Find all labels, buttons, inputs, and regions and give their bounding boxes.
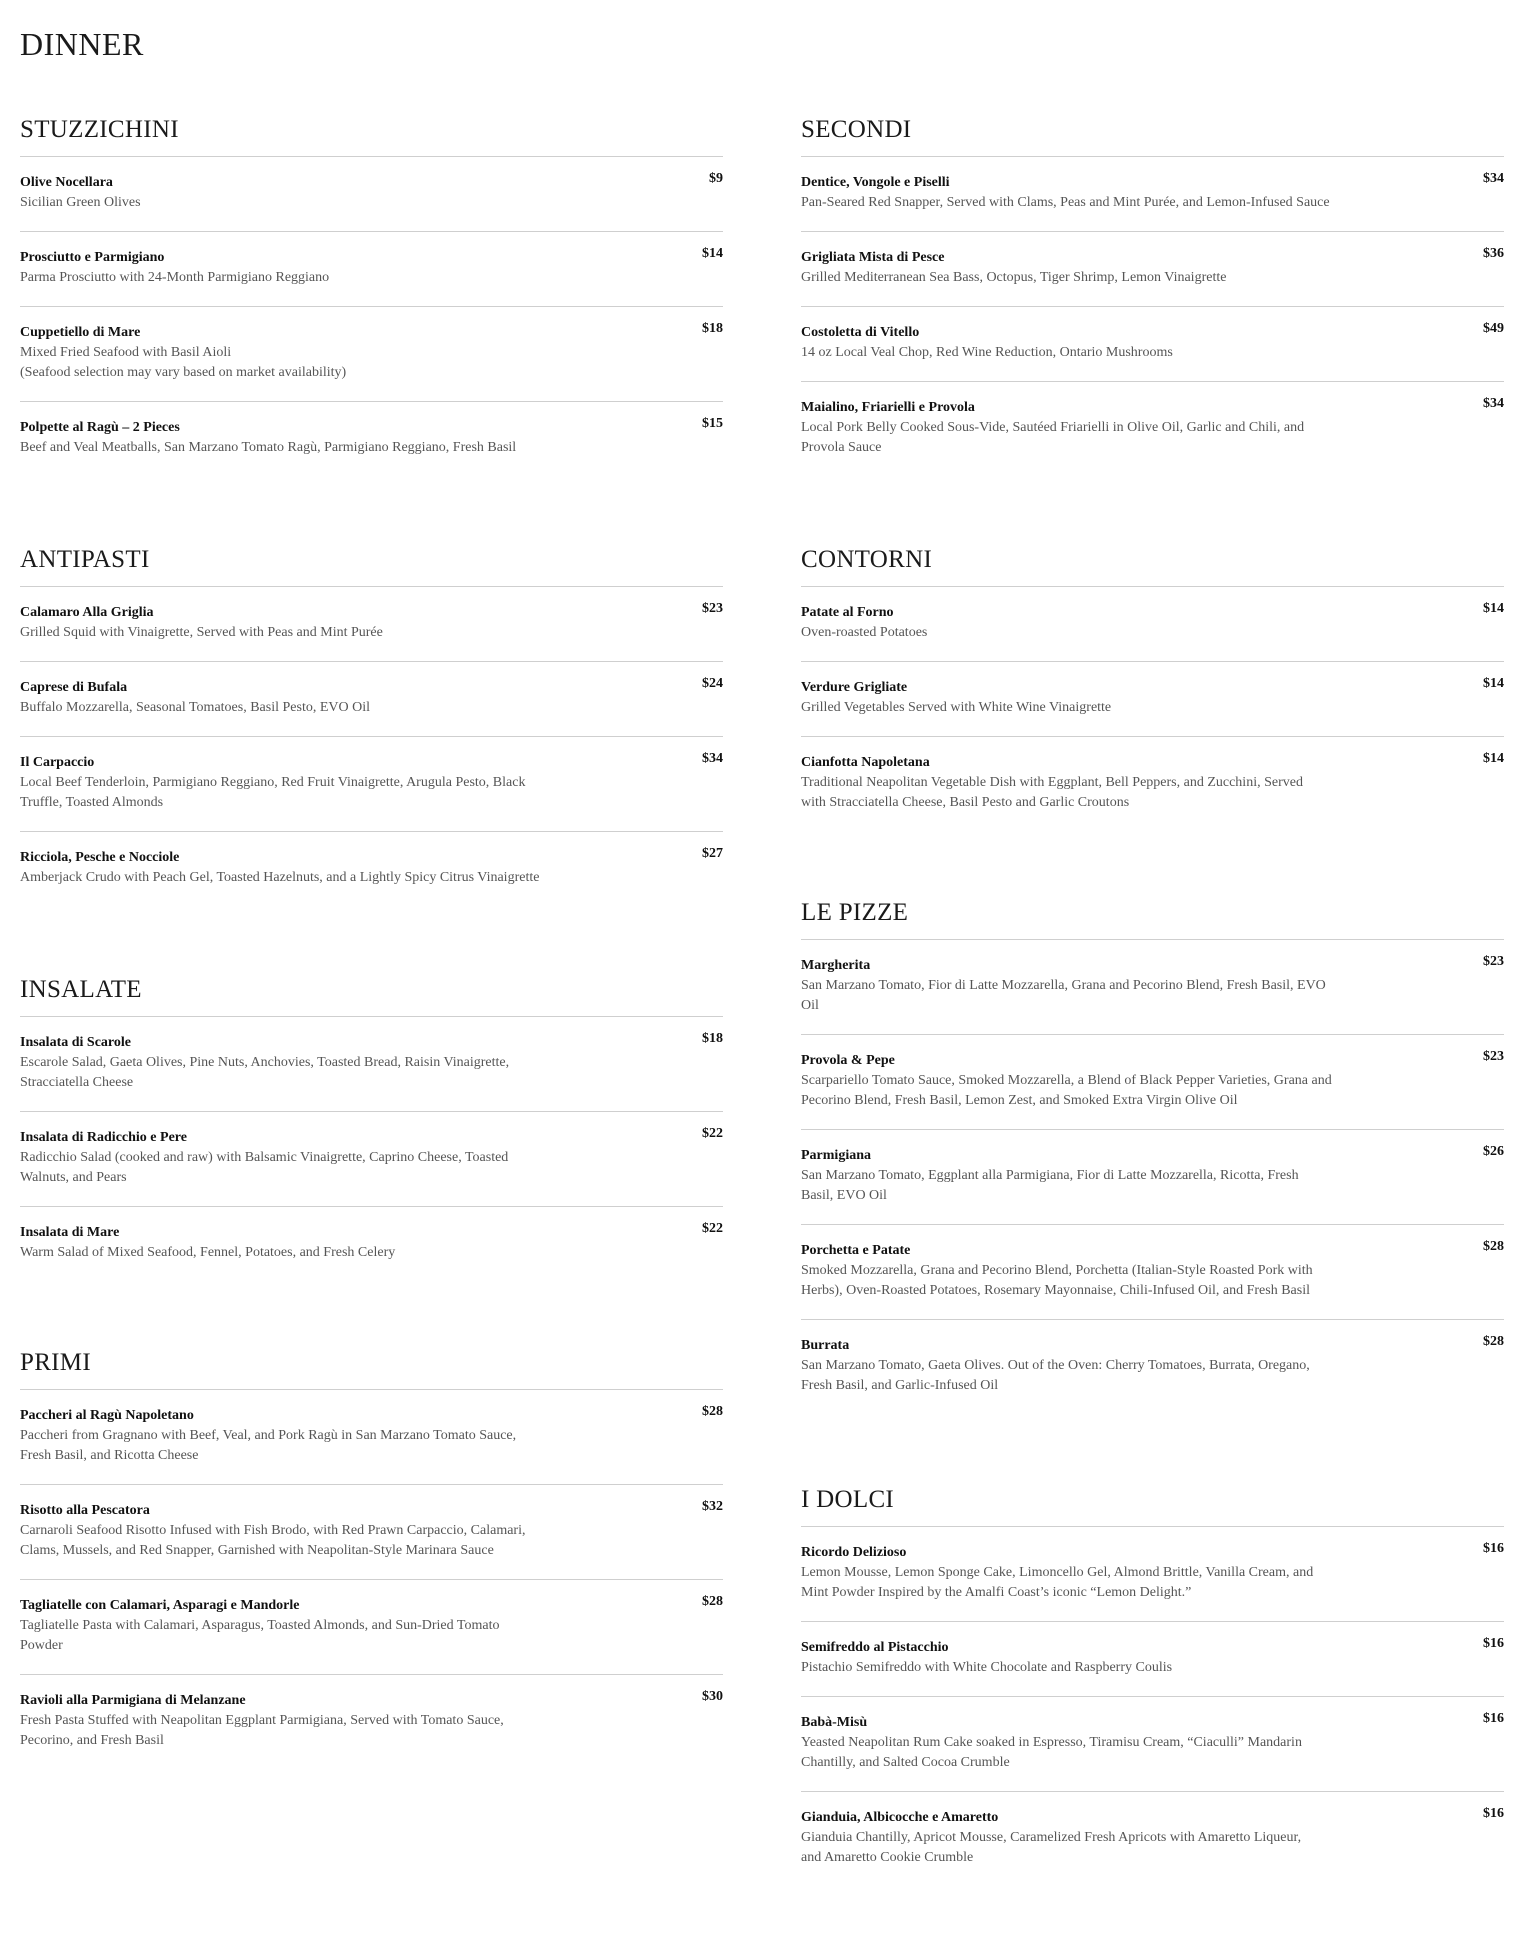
item-price: $23 [702,601,723,616]
item-price: $16 [1483,1636,1504,1651]
item-description: Warm Salad of Mixed Seafood, Fennel, Potatoes, and Fresh Celery [20,1245,396,1260]
item-description: 14 oz Local Veal Chop, Red Wine Reduction, Ontario Mushrooms [801,345,1173,360]
item-price: $16 [1483,1806,1504,1821]
menu-item [801,232,1504,307]
item-name: Burrata [801,1338,850,1353]
section-title: INSALATE [20,972,723,1017]
item-description: Carnaroli Seafood Risotto Infused with Fish Brodo, with Red Prawn Carpaccio, Calamari, Clams, Mussels, and Red Snapper, Garnished with Neapolitan-Style Marinara Sauce [20,1523,526,1558]
menu-item [801,1225,1504,1320]
menu-item [20,1580,723,1675]
menu-item [20,1390,723,1485]
item-price: $27 [702,846,723,861]
item-name: Ricciola, Pesche e Nocciole [20,850,180,865]
menu-item [20,662,723,737]
menu-item [801,382,1504,476]
menu-item [20,232,723,307]
item-name: Polpette al Ragù – 2 Pieces [20,420,180,435]
item-name: Prosciutto e Parmigiano [20,250,165,265]
item-price: $18 [702,1031,723,1046]
item-name: Paccheri al Ragù Napoletano [20,1408,194,1423]
section-title: ANTIPASTI [20,542,723,587]
item-name: Ravioli alla Parmigiana di Melanzane [20,1693,246,1708]
item-name: Il Carpaccio [20,755,95,770]
item-price: $28 [702,1594,723,1609]
menu-items [20,1017,723,1281]
item-name: Grigliata Mista di Pesce [801,250,945,265]
item-description: Grilled Squid with Vinaigrette, Served with Peas and Mint Purée [20,625,383,640]
menu-item [801,587,1504,662]
menu-item [20,307,723,402]
section-stuzzichini [20,112,723,476]
menu-items [20,157,723,476]
item-name: Tagliatelle con Calamari, Asparagi e Mandorle [20,1598,300,1613]
item-price: $24 [702,676,723,691]
item-description: Mixed Fried Seafood with Basil Aioli (Seafood selection may vary based on market availability) [20,345,347,380]
section-le-pizze [801,895,1504,1414]
item-description: Sicilian Green Olives [20,195,141,210]
section-title: STUZZICHINI [20,112,723,157]
item-description: Pistachio Semifreddo with White Chocolate and Raspberry Coulis [801,1660,1173,1675]
menu-items [801,587,1504,831]
item-description: Amberjack Crudo with Peach Gel, Toasted Hazelnuts, and a Lightly Spicy Citrus Vinaigrette [20,870,540,885]
item-price: $18 [702,321,723,336]
item-description: Tagliatelle Pasta with Calamari, Asparagus, Toasted Almonds, and Sun-Dried Tomato Powder [20,1618,500,1653]
item-name: Insalata di Radicchio e Pere [20,1130,187,1145]
section-contorni [801,542,1504,831]
menu-items [801,940,1504,1414]
item-description: San Marzano Tomato, Fior di Latte Mozzarella, Grana and Pecorino Blend, Fresh Basil, EVO Oil [801,978,1326,1013]
menu-item [801,1697,1504,1792]
item-price: $14 [1483,676,1504,691]
section-insalate [20,972,723,1281]
item-price: $30 [702,1689,723,1704]
section-primi [20,1345,723,1769]
item-price: $14 [1483,601,1504,616]
item-price: $9 [709,171,723,186]
item-name: Risotto alla Pescatora [20,1503,150,1518]
item-name: Costoletta di Vitello [801,325,920,340]
item-description: Beef and Veal Meatballs, San Marzano Tomato Ragù, Parmigiano Reggiano, Fresh Basil [20,440,517,455]
menu-item [801,1130,1504,1225]
menu-item [20,587,723,662]
item-price: $22 [702,1126,723,1141]
item-price: $32 [702,1499,723,1514]
item-name: Insalata di Scarole [20,1035,131,1050]
item-name: Insalata di Mare [20,1225,120,1240]
menu-item [801,940,1504,1035]
item-description: Paccheri from Gragnano with Beef, Veal, and Pork Ragù in San Marzano Tomato Sauce, Fresh Basil, and Ricotta Cheese [20,1428,517,1463]
menu-item [20,737,723,832]
item-description: Smoked Mozzarella, Grana and Pecorino Blend, Porchetta (Italian-Style Roasted Pork with Herbs), Oven-Roasted Potatoes, Rosemary Mayonnaise, Chili-Infused Oil, and Fresh Basil [801,1263,1313,1298]
item-description: Local Pork Belly Cooked Sous-Vide, Sautéed Friarielli in Olive Oil, Garlic and Chili, and Provola Sauce [801,420,1305,455]
item-description: Scarpariello Tomato Sauce, Smoked Mozzarella, a Blend of Black Pepper Varieties, Grana and Pecorino Blend, Fresh Basil, Lemon Zest, and Smoked Extra Virgin Olive Oil [801,1073,1332,1108]
menu-items [20,1390,723,1769]
item-name: Calamaro Alla Griglia [20,605,154,620]
menu-items [801,1527,1504,1886]
item-name: Parmigiana [801,1148,871,1163]
item-description: Oven-roasted Potatoes [801,625,928,640]
item-description: San Marzano Tomato, Gaeta Olives. Out of the Oven: Cherry Tomatoes, Burrata, Oregano, Fresh Basil, and Garlic-Infused Oil [801,1358,1310,1393]
item-description: Gianduia Chantilly, Apricot Mousse, Caramelized Fresh Apricots with Amaretto Liqueur, and Amaretto Cookie Crumble [801,1830,1302,1865]
item-description: Pan-Seared Red Snapper, Served with Clams, Peas and Mint Purée, and Lemon-Infused Sauce [801,195,1330,210]
item-name: Maialino, Friarielli e Provola [801,400,975,415]
menu-item [801,157,1504,232]
item-description: Grilled Vegetables Served with White Wine Vinaigrette [801,700,1112,715]
item-price: $23 [1483,954,1504,969]
item-price: $23 [1483,1049,1504,1064]
item-price: $28 [702,1404,723,1419]
item-price: $14 [1483,751,1504,766]
menu-item [20,1675,723,1769]
item-price: $16 [1483,1711,1504,1726]
menu-item [20,832,723,906]
menu-item [20,402,723,476]
item-name: Dentice, Vongole e Piselli [801,175,950,190]
item-price: $34 [702,751,723,766]
menu-item [801,1792,1504,1886]
item-price: $28 [1483,1239,1504,1254]
item-price: $26 [1483,1144,1504,1159]
item-description: Lemon Mousse, Lemon Sponge Cake, Limoncello Gel, Almond Brittle, Vanilla Cream, and Mint Powder Inspired by the Amalfi Coast’s iconic “Lemon Delight.” [801,1565,1314,1600]
item-name: Cuppetiello di Mare [20,325,141,340]
item-description: Buffalo Mozzarella, Seasonal Tomatoes, Basil Pesto, EVO Oil [20,700,370,715]
menu-item [20,157,723,232]
item-name: Porchetta e Patate [801,1243,911,1258]
section-antipasti [20,542,723,906]
section-title: I DOLCI [801,1482,1504,1527]
section-i-dolci [801,1482,1504,1886]
item-price: $36 [1483,246,1504,261]
page-title: DINNER [20,26,144,62]
item-name: Ricordo Delizioso [801,1545,907,1560]
item-description: Fresh Pasta Stuffed with Neapolitan Eggplant Parmigiana, Served with Tomato Sauce, Pecorino, and Fresh Basil [20,1713,504,1748]
item-name: Margherita [801,958,871,973]
item-description: Traditional Neapolitan Vegetable Dish with Eggplant, Bell Peppers, and Zucchini, Served with Stracciatella Cheese, Basil Pesto and Garlic Croutons [801,775,1303,810]
item-price: $34 [1483,171,1504,186]
item-price: $34 [1483,396,1504,411]
item-price: $28 [1483,1334,1504,1349]
section-secondi [801,112,1504,476]
item-description: Escarole Salad, Gaeta Olives, Pine Nuts, Anchovies, Toasted Bread, Raisin Vinaigrette, Stracciatella Cheese [20,1055,510,1090]
item-name: Babà-Misù [801,1715,868,1730]
item-description: Yeasted Neapolitan Rum Cake soaked in Espresso, Tiramisu Cream, “Ciaculli” Mandarin Chantilly, and Salted Cocoa Crumble [801,1735,1302,1770]
section-title: LE PIZZE [801,895,1504,940]
item-description: San Marzano Tomato, Eggplant alla Parmigiana, Fior di Latte Mozzarella, Ricotta, Fresh Basil, EVO Oil [801,1168,1299,1203]
item-name: Olive Nocellara [20,175,113,190]
item-name: Verdure Grigliate [801,680,908,695]
menu-items [20,587,723,906]
item-price: $15 [702,416,723,431]
item-name: Caprese di Bufala [20,680,128,695]
menu-item [801,737,1504,831]
menu-item [801,1527,1504,1622]
section-title: PRIMI [20,1345,723,1390]
item-description: Parma Prosciutto with 24-Month Parmigiano Reggiano [20,270,330,285]
section-title: SECONDI [801,112,1504,157]
item-name: Semifreddo al Pistacchio [801,1640,949,1655]
item-description: Radicchio Salad (cooked and raw) with Balsamic Vinaigrette, Caprino Cheese, Toasted Walnuts, and Pears [20,1150,509,1185]
item-name: Cianfotta Napoletana [801,755,930,770]
item-price: $22 [702,1221,723,1236]
menu-item [20,1112,723,1207]
menu-items [801,157,1504,476]
item-name: Patate al Forno [801,605,894,620]
menu-item [801,1622,1504,1697]
menu-item [801,307,1504,382]
section-title: CONTORNI [801,542,1504,587]
item-price: $49 [1483,321,1504,336]
menu-item [801,1035,1504,1130]
item-name: Gianduia, Albicocche e Amaretto [801,1810,999,1825]
menu-item [20,1207,723,1281]
item-description: Local Beef Tenderloin, Parmigiano Reggiano, Red Fruit Vinaigrette, Arugula Pesto, Black Truffle, Toasted Almonds [20,775,526,810]
menu-item [20,1485,723,1580]
item-name: Provola & Pepe [801,1053,895,1068]
menu-item [20,1017,723,1112]
menu-item [801,1320,1504,1414]
menu-item [801,662,1504,737]
item-price: $16 [1483,1541,1504,1556]
item-price: $14 [702,246,723,261]
item-description: Grilled Mediterranean Sea Bass, Octopus, Tiger Shrimp, Lemon Vinaigrette [801,270,1227,285]
